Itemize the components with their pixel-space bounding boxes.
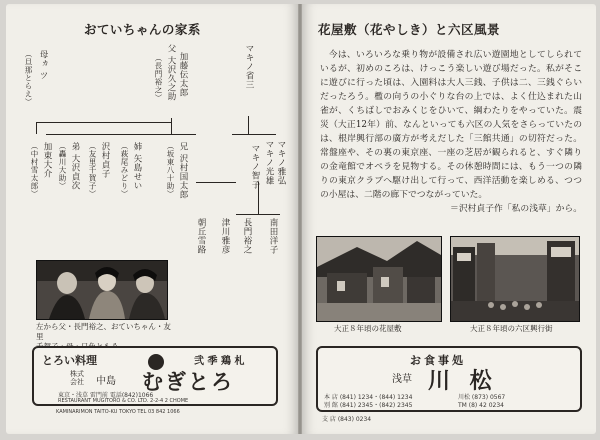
left-page: [6, 4, 298, 434]
tree-line: [171, 118, 172, 134]
tree-line: [236, 214, 280, 215]
right-page: [302, 4, 596, 434]
tree-child: 姉 矢島せい: [132, 142, 142, 191]
ad-brand-prefix: 浅草: [392, 374, 412, 385]
tree-makino-shozo: マキノ省三: [244, 44, 254, 89]
tree-makino: マキノ智子: [250, 144, 260, 189]
ad-tag: 弐 季 鶏 札: [194, 356, 245, 367]
tree-grandchild: 長門裕之: [242, 218, 252, 254]
tree-child-actor: （萩尾みどり）: [120, 142, 129, 198]
drama-cast-photo: [36, 260, 168, 320]
tree-line: [36, 122, 37, 134]
ad-type: とろい料理: [42, 354, 97, 367]
tree-child-actor: （中村雪太郎）: [30, 142, 39, 198]
ad-address: 東京・浅草 雷門前 電話(842)1066: [58, 392, 154, 399]
article-body: [320, 48, 582, 216]
photo-caption-line: 左から父・長門裕之、おていちゃん・友里: [36, 322, 171, 341]
article-citation: ＝沢村貞子作「私の浅草」から。: [450, 204, 582, 214]
article-title: 花屋敷（花やしき）と六区風景: [318, 22, 501, 37]
ad-address-en: RESTAURANT MUGITORO & CO. LTD. 2-2-4 2 CHOME: [58, 398, 189, 404]
rokku-street-photo: [450, 236, 580, 322]
ad-phone: 別 館 (841) 2345・(842) 2345: [324, 402, 413, 409]
tree-child: 加東大介: [42, 142, 52, 178]
tree-line: [232, 134, 276, 135]
ad-address-en2: KAMINARIMON TAITO-KU TOKYO TEL 03 842 1066: [56, 409, 180, 415]
tree-makino: マキノ光雄: [264, 140, 274, 185]
ad-brand: むぎとろ: [142, 369, 234, 394]
ad-type: お食事処: [410, 354, 466, 367]
tree-grandfather: 加藤伝太郎: [178, 52, 188, 97]
tree-mother: 母ヵ ツ: [38, 50, 48, 81]
ad-phone: TM (8) 42 0234: [458, 402, 504, 409]
ad-phone: 支 店 (843) 0234: [322, 416, 372, 423]
ad-company: 中島: [96, 376, 116, 387]
kawamatsu-ad: [316, 346, 582, 412]
mugitoro-ad: [32, 346, 278, 406]
photo-caption: 大正８年頃の花屋敷: [334, 324, 402, 333]
ad-phone: 川松 (873) 0567: [458, 394, 506, 401]
hanayashiki-photo: [316, 236, 442, 322]
tree-grandchild: 津川雅彦: [220, 218, 230, 254]
tree-father-actor: （長門裕之）: [154, 54, 163, 102]
photo-caption: 大正８年頃の六区興行街: [470, 324, 553, 333]
tree-child: 弟 大沢貞次: [70, 142, 80, 191]
tree-grandchild: 南田洋子: [268, 218, 278, 254]
tree-child: 沢村貞子: [100, 142, 110, 178]
tree-child-actor: （友里千賀子）: [88, 142, 97, 198]
tree-child: 兄 沢村国太郎: [178, 142, 188, 200]
tree-line: [196, 182, 236, 183]
tree-makino: マキノ雅弘: [276, 140, 286, 185]
ad-brand: 川 松: [428, 368, 498, 394]
tree-child-actor: （轟川大助）: [58, 142, 67, 190]
article-paragraph: 今は、いろいろな乗り物が設備され広い遊園地としてしられているが、初めのころは、けっこう楽しい遊び場だった。私がそこに遊びに行った頃は、入園料は大人三銭、子供は二、三銭ぐらいだったろう。檻の向うの小ぐりな台の上では、よく仕込まれた山雀が、くちばしでおみくじをひいて、綱わたりをやっていた。震災（大正12年）前、なんといっても六区の人気をさらっていたのは、根岸興行部の廣方が考えだした「三館共通」の切符だった。常盤座や、その裏の東京座、一座の芝居が観られると、すぐ隣りの金竜館でオペラを見物する。その休憩時間には、もう一つの隣りの東京クラブへ駆け出して行って、西洋活動を楽しめる、つつの小屋は、二階の廊下でつながっていた。: [320, 50, 582, 200]
tree-line: [36, 122, 171, 123]
tree-grandchild: 朝丘雪路: [196, 218, 206, 254]
tree-line: [248, 116, 249, 134]
ad-company-prefix: 株式会社: [70, 370, 84, 386]
tree-mother-actor: （旦那とらえ）: [24, 50, 33, 106]
tree-father: 父 大沢久之助: [166, 44, 176, 102]
tree-child-actor: （坂東八十助）: [166, 142, 175, 198]
tree-line: [46, 134, 196, 135]
family-tree-title: おていちゃんの家系: [84, 22, 201, 37]
ad-phone: 本 店 (841) 1234・(844) 1234: [324, 394, 413, 401]
